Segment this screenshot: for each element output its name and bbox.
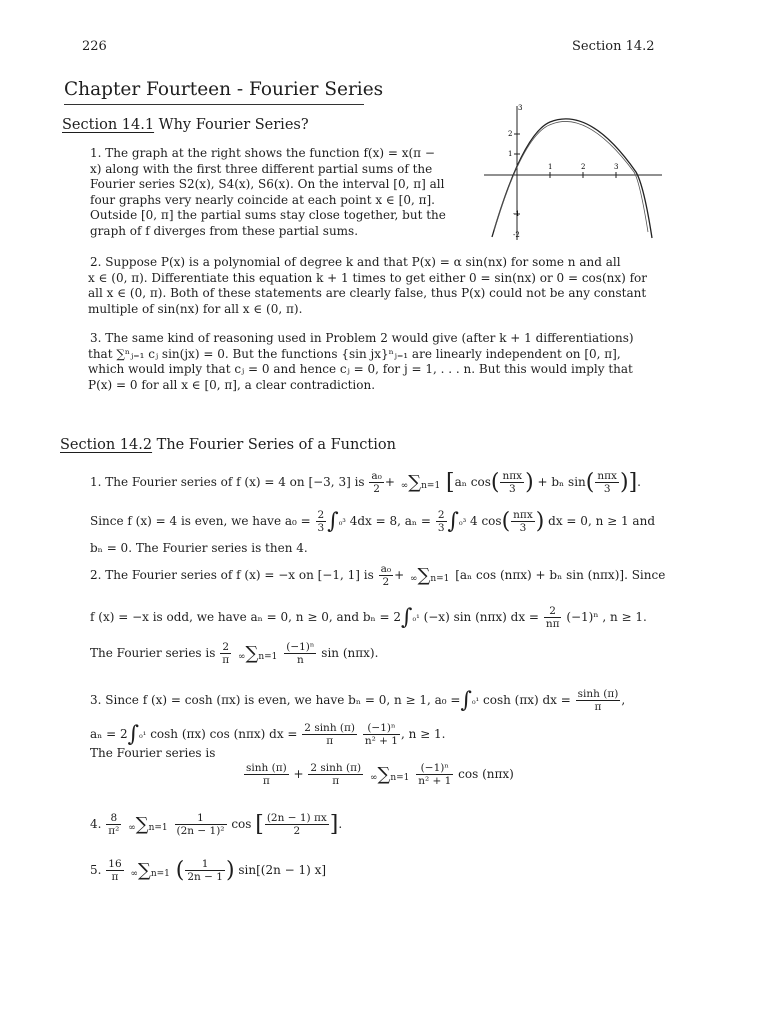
text-span: The Fourier series is	[90, 646, 216, 660]
s2-problem-3-line-3: The Fourier series is	[90, 746, 216, 760]
text-line: 1. The graph at the right shows the function f(x) = x(π −	[90, 146, 435, 160]
text-line: which would imply that cⱼ = 0 and hence cⱼ = 0, for j = 1, . . . n. But this would imply that	[88, 362, 633, 376]
problem-2-text	[90, 255, 647, 317]
text-line: Outside [0, π] the partial sums stay close together, but the	[90, 208, 446, 222]
x-tick-label: 3	[614, 163, 619, 171]
text-span: 2. The Fourier series of f (x) = −x on [−1, 1] is	[90, 568, 374, 582]
text-line: Fourier series S2(x), S4(x), S6(x). On the interval [0, π] all	[90, 177, 445, 191]
page-number: 226	[82, 39, 107, 54]
text-span: aₙ = 2	[90, 727, 128, 741]
text-line: four graphs very nearly coincide at each point x ∈ [0, π].	[90, 192, 435, 207]
section-14-2-heading	[60, 437, 396, 453]
section-number: Section 14.1	[62, 117, 155, 133]
text-line: x) along with the first three different partial sums of the	[90, 161, 433, 176]
section-14-1-heading	[62, 117, 309, 133]
problem-3-text	[90, 331, 634, 393]
text-span: f (x) = −x is odd, we have aₙ = 0, n ≥ 0, and bₙ = 2	[90, 610, 402, 624]
section-title: The Fourier Series of a Function	[156, 437, 396, 453]
text-span: 1. The Fourier series of f (x) = 4 on [−3, 3] is	[90, 475, 365, 489]
summation: ∞∑n=1	[400, 471, 441, 493]
s2-problem-2-line-1: 2. The Fourier series of f (x) = −x on [−1, 1] is $\frac{\text{a₀}}{2}$ + ∞∑n=1 [aₙ cos (nπx) + bₙ sin (nπx)]. Since	[90, 563, 666, 588]
chapter-title: Chapter Fourteen - Fourier Series	[64, 79, 384, 100]
s2-problem-3-line-2: aₙ = 2∫₀¹ cosh (πx) cos (nπx) dx = $\frac{2 \sinh (\pi)}{\pi}$ $\frac{\text{(−1)ⁿ}}{\text{n² + 1}}$ , n ≥ 1.	[90, 722, 446, 747]
text-span: 5.	[90, 863, 102, 877]
text-line: 3. The same kind of reasoning used in Problem 2 would give (after k + 1 differentiations)	[90, 331, 634, 345]
text-span: (−1)ⁿ , n ≥ 1.	[566, 610, 647, 624]
text-line: 2. Suppose P(x) is a polynomial of degree k and that P(x) = α sin(nx) for some n and all	[90, 255, 621, 269]
text-span: cosh (πx) cos (nπx) dx =	[150, 727, 298, 741]
text-span: , n ≥ 1.	[401, 727, 446, 741]
section-title: Why Fourier Series?	[158, 117, 309, 133]
y-tick-label: 3	[518, 104, 523, 112]
text-span: sin (nπx).	[321, 646, 379, 660]
text-line: that ∑ⁿⱼ₌₁ cⱼ sin(jx) = 0. But the functions {sin jx}ⁿⱼ₌₁ are linearly independent on [0, π],	[88, 346, 621, 361]
s2-problem-2-line-2: f (x) = −x is odd, we have aₙ = 0, n ≥ 0, and bₙ = 2∫₀¹ (−x) sin (nπx) dx = $\frac{2}{n\pi}$ (−1)ⁿ , n ≥ 1.	[90, 605, 647, 630]
chapter-title-underline	[64, 104, 364, 105]
running-section-header: Section 14.2	[572, 39, 655, 54]
s2-problem-4: 4. $\frac{8}{\text{π²}}$ ∞∑n=1 $\frac{1}{\text{(2n − 1)²}}$ cos [ $\frac{(2n - 1) \pi x}{2}$ ].	[90, 812, 343, 837]
s2-problem-1-line-3: bₙ = 0. The Fourier series is then 4.	[90, 541, 308, 555]
s2-problem-3-series: $\frac{\sinh (\pi)}{\pi}$ + $\frac{2 \sinh (\pi)}{\pi}$ ∞∑n=1 $\frac{\text{(−1)ⁿ}}{\text{n² + 1}}$ cos (nπx)	[246, 762, 514, 787]
text-line: x ∈ (0, π). Differentiate this equation k + 1 times to get either 0 = sin(nx) or 0 = cos(nx) for	[88, 270, 648, 285]
x-tick-label: 2	[581, 163, 586, 171]
y-tick-label: -2	[513, 231, 520, 239]
partial-sums-graph	[484, 104, 664, 244]
s2-problem-5: 5. $\frac{16}{\pi}$ ∞∑n=1 ( $\frac{1}{2n - 1}$ ) sin[(2n − 1) x]	[90, 858, 327, 883]
x-tick-label: 1	[548, 163, 553, 171]
s2-problem-1-line-2: Since f (x) = 4 is even, we have a₀ = $\frac{2}{3}$ ∫₀³ 4dx = 8, aₙ = $\frac{2}{3}$ ∫₀³ 4 cos( $\frac{\text{nπx}}{3}$ ) dx = 0, n ≥ 1 and	[90, 509, 655, 534]
s2-problem-1-line-1: 1. The Fourier series of f (x) = 4 on [−3, 3] is $\frac{\text{a₀}}{2}$ + ∞∑n=1 [aₙ cos( $\frac{\text{nπx}}{3}$ ) + bₙ sin( $\frac{\text{nπx}}{3}$ )].	[90, 470, 641, 495]
text-span: Since f (x) = 4 is even, we have a₀ =	[90, 514, 311, 528]
fraction: $\frac{\text{a₀}}{2}$	[371, 470, 382, 495]
text-line: graph of f diverges from these partial sums.	[90, 223, 359, 238]
text-span: 4.	[90, 817, 102, 831]
s2-problem-2-line-3: The Fourier series is $\frac{2}{\pi}$ ∞∑n=1 $\frac{\text{(−1)ⁿ}}{n}$ sin (nπx).	[90, 641, 379, 666]
text-line: P(x) = 0 for all x ∈ [0, π], a clear contradiction.	[88, 377, 376, 392]
text-span: (−x) sin (nπx) dx =	[423, 610, 539, 624]
y-tick-label: 2	[508, 130, 513, 138]
text-span: 3. Since f (x) = cosh (πx) is even, we have bₙ = 0, n ≥ 1, a₀ =	[90, 693, 461, 707]
y-tick-label: -1	[513, 210, 520, 218]
y-tick-label: 1	[508, 150, 513, 158]
text-span: [aₙ cos (nπx) + bₙ sin (nπx)]. Since	[455, 568, 666, 582]
problem-1-text	[90, 146, 470, 239]
text-span: cosh (πx) dx =	[483, 693, 571, 707]
text-line: all x ∈ (0, π). Both of these statements are clearly false, thus P(x) could not be any constant	[88, 286, 647, 300]
text-span: 4dx = 8, aₙ =	[349, 514, 431, 528]
text-span: dx = 0, n ≥ 1 and	[548, 514, 655, 528]
function-curve	[492, 119, 652, 238]
s2-problem-3-line-1: 3. Since f (x) = cosh (πx) is even, we have bₙ = 0, n ≥ 1, a₀ =∫₀¹ cosh (πx) dx = $\frac{\sinh (\pi)}{\pi}$ ,	[90, 688, 626, 713]
section-number: Section 14.2	[60, 437, 153, 453]
text-line: multiple of sin(nx) for all x ∈ (0, π).	[88, 301, 303, 316]
